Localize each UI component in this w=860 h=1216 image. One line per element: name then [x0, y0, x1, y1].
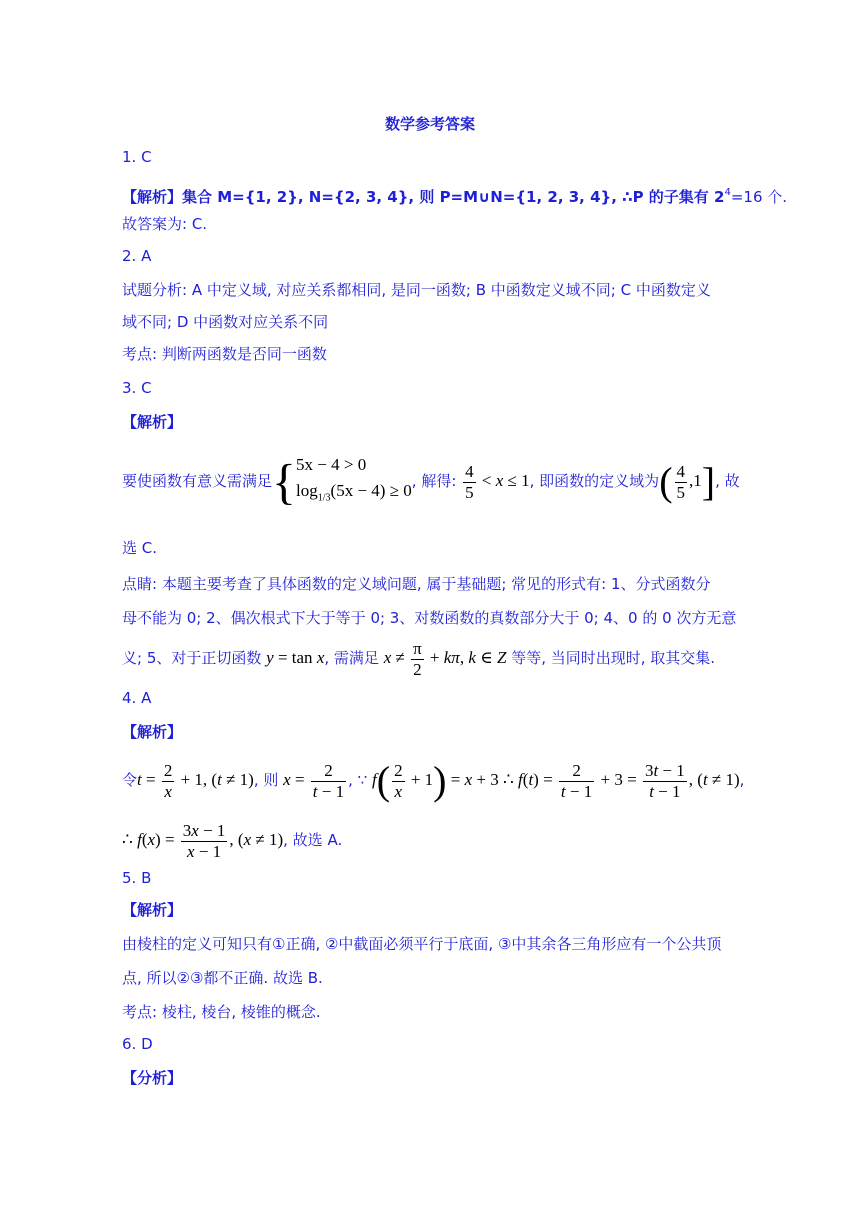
q3-log: log — [296, 480, 318, 500]
q4-then-text: , 则 — [253, 771, 279, 789]
q2-topic-line: 考点: 判断两函数是否同一函数 — [122, 345, 327, 363]
q3-note-line-3 — [122, 630, 742, 686]
q2-analysis-line-1: 试题分析: A 中定义域, 对应关系都相同, 是同一函数; B 中函数定义域不同; C 中函数定义 — [122, 281, 711, 299]
q3-mid-text: , 解得: — [411, 472, 457, 490]
q3-mid2-text: , 即函数的定义域为 — [529, 472, 660, 490]
q3-eq-1: 5x − 4 > 0 — [296, 454, 367, 474]
q3-log-arg: (5x − 4) ≥ 0 — [330, 480, 412, 500]
q1-answer-line: 故答案为: C. — [122, 215, 208, 233]
q3-note3-a: 义; 5、对于正切函数 — [122, 649, 262, 667]
q2-analysis-line-2: 域不同; D 中函数对应关系不同 — [122, 313, 329, 331]
q3-solution-line — [122, 446, 742, 516]
q4-solution-line-1: 令t = $\frac{2}{x}$ + 1, (t ≠ 1), 则 x = $\frac{2}{t - 1}$ , ∵ f( $\frac{2}{x}$ + 1) = x + 3 ∴ f(t) = $\frac{2}{t - 1}$ + 3 = $\frac{3t - 1}{t - 1}$ , (t ≠ 1), — [122, 758, 745, 804]
q4-function-equation: f( $\frac{2}{x}$ + 1) = x + 3 ∴ f(t) = $\frac{2}{t - 1}$ + 3 = $\frac{3t - 1}{t - 1}$ , (t ≠ 1) — [372, 758, 740, 804]
q3-note-line-2: 母不能为 0; 2、偶次根式下大于等于 0; 3、对数函数的真数部分大于 0; 4、0 的 0 次方无意 — [122, 609, 737, 627]
q4-analysis-label: 【解析】 — [122, 723, 183, 741]
q1-analysis-text: 【解析】集合 M={1, 2}, N={2, 3, 4}, 则 P=M∪N={1, 2, 3, 4}, ∴P 的子集有 2 — [122, 188, 725, 206]
q4-substitution: t = $\frac{2}{x}$ + 1, (t ≠ 1) — [137, 760, 254, 801]
q4-x-expression: x = $\frac{2}{t - 1}$ — [283, 760, 345, 801]
q4-let-text: 令 — [122, 771, 138, 789]
q5-analysis-label: 【解析】 — [122, 901, 183, 919]
q3-note-line-1: 点睛: 本题主要考查了具体函数的定义域问题, 属于基础题; 常见的形式有: 1、分式函数分 — [122, 575, 711, 593]
q3-eq-2: $\log_{1/3}(5x - 4) \ge 0$ — [296, 480, 412, 504]
q3-tan-formula: y = tan x — [266, 648, 325, 667]
page-title: 数学参考答案 — [384, 115, 475, 133]
answer-5: 5. B — [122, 869, 152, 887]
q3-choose-line: 选 C. — [122, 539, 158, 557]
q4-choose-text: , 故选 A. — [283, 831, 343, 849]
q3-condition-formula: x ≠ $\frac{\pi}{2}$ + kπ, k ∈ Z — [383, 638, 507, 679]
q3-inequality: $\frac{4}{5}$ < x ≤ 1 — [465, 461, 530, 502]
q3-pre-text: 要使函数有意义需满足 — [122, 472, 273, 490]
q1-analysis-end: =16 个. — [730, 188, 788, 206]
answer-4: 4. A — [122, 689, 152, 707]
q5-topic-line: 考点: 棱柱, 棱台, 棱锥的概念. — [122, 1003, 321, 1021]
q6-analysis-label: 【分析】 — [122, 1069, 183, 1087]
q3-post-text: , 故 — [715, 472, 740, 490]
q3-system — [296, 452, 412, 511]
q4-solution-line-2 — [122, 812, 742, 868]
q1-exponent: 4 — [724, 187, 731, 198]
q3-note3-c: 等等, 当同时出现时, 取其交集. — [511, 649, 716, 667]
q5-analysis-line-1: 由棱柱的定义可知只有①正确, ②中截面必须平行于底面, ③中其余各三角形应有一个公共顶 — [122, 935, 722, 953]
q3-analysis-label: 【解析】 — [122, 413, 183, 431]
answer-3: 3. C — [122, 379, 152, 397]
q1-analysis-line — [122, 183, 788, 207]
answer-6: 6. D — [122, 1035, 153, 1053]
q3-system-brace: { — [272, 453, 297, 510]
q3-domain-interval: ( $\frac{4}{5}$ ,1] — [659, 459, 716, 505]
q4-because-text: , ∵ — [348, 771, 368, 789]
answer-2: 2. A — [122, 247, 152, 265]
q5-analysis-line-2: 点, 所以②③都不正确. 故选 B. — [122, 969, 323, 987]
q3-note3-b: , 需满足 — [324, 649, 379, 667]
q4-result-formula: ∴ f(x) = $\frac{3x - 1}{x - 1}$ , (x ≠ 1) — [122, 820, 284, 861]
answer-1: 1. C — [122, 148, 152, 166]
